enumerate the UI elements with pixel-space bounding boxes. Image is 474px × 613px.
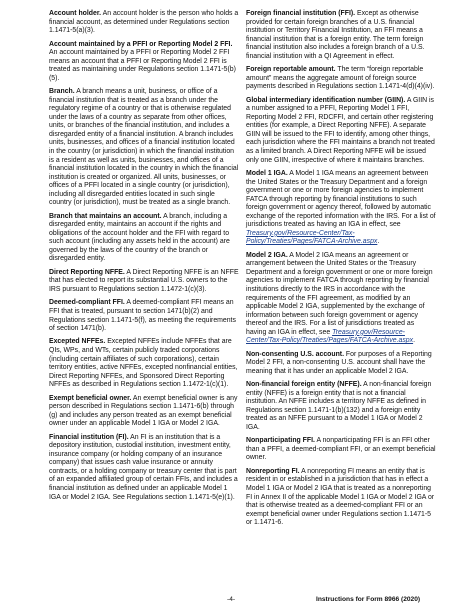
definition-nonreporting-fi [246, 468, 436, 528]
definition-nonparticipating-ffi [246, 437, 436, 463]
definition-exempt-beneficial-owner [49, 395, 239, 429]
definition-text: A nonreporting FI means an entity that is resident in or established in a jurisdiction that has in effect a Model 1 IGA or Model 2 IGA that is treated as a nonreporting FI in Annex II of the applicable Model 1 IGA or Model 2 IGA or that is otherwise treated as a deemed-compliant FFI or an exempt beneficial owner under Regulations section 1.1471-5 or 1.1471-6. [246, 467, 435, 527]
definition-text: A nonparticipating FFI is an FFI other than a PFFI, a deemed-compliant FFI, or an exempt beneficial owner. [246, 437, 436, 462]
definition-term: Foreign financial institution (FFI). [246, 10, 356, 17]
definition-text: A branch means a unit, business, or office of a financial institution that is treated as a branch under the regulatory regime of a country or that is otherwise regulated under the laws of a country as separate from other offices, units, or branches of the financial institution, and includes a disregarded entity of a financial institution. A branch includes units, businesses, and offices of a financial institution located in the country (or jurisdiction) in which the financial institution is a resident as well as units, businesses, and offices of a financial institution located in the country in which the financial institution is created or organized. All units, businesses, or offices of a PFFI located in a single country (or jurisdiction), including all disregarded entities located in such single country (or jurisdiction), must be treated as a single branch. [49, 88, 239, 207]
definition-text: An account maintained by a PFFI or Reporting Model 2 FFI means an account that a PFFI or Reporting Model 2 FFI is treated as maintaining under Regulations section 1.1471-5(b)(5). [49, 49, 236, 82]
definition-text: A non-financial foreign entity (NFFE) is a foreign entity that is not a financial institution. An NFFE includes a territory NFFE as defined in Regulations section 1.1471-1(b)(132) and a foreign entity treated as an NFFE pursuant to a Model 1 IGA or Model 2 IGA. [246, 381, 432, 431]
definition-model-1-iga [246, 170, 436, 247]
definition-term: Model 1 IGA. [246, 169, 288, 177]
definition-term: Nonparticipating FFI. [246, 437, 315, 445]
definition-account-holder [49, 10, 239, 36]
definition-global-intermediary-identification-number-giin [246, 97, 436, 165]
right-column [246, 10, 436, 533]
definition-financial-institution-fi [49, 434, 239, 502]
definition-text: A Direct Reporting NFFE is an NFFE that has elected to report its substantial U.S. owners to the IRS pursuant to Regulations section 1.1472-1(c)(3). [49, 268, 239, 293]
page-number: -4- [227, 596, 236, 603]
definition-text: For purposes of a Reporting Model 2 FFI, a non-consenting U.S. account shall have the meaning that it has under an applicable Model 2 IGA. [246, 350, 432, 375]
definition-account-maintained-by-a-pffi-or-reporting-model-2-ffi [49, 41, 239, 84]
definition-non-financial-foreign-entity-nffe [246, 381, 436, 432]
definition-foreign-financial-institution-ffi [246, 10, 436, 61]
definition-model-2-iga [246, 252, 436, 346]
definition-term: Account maintained by a PFFI or Reporting Model 2 FFI. [49, 40, 233, 48]
definition-text: Except as otherwise provided for certain foreign branches of a U.S. financial institution or Territory Financial Institution, an FFI means a financial institution that is a foreign entity. The term foreign financial institution also includes a foreign branch of a U.S. financial institution with a QI Agreement in effect. [246, 10, 425, 60]
definition-text: An FI is an institution that is a depository institution, custodial institution, investment entity, insurance company (or holding company of an insurance company) that issues cash value insurance or annuity contracts, or a holding company or treasury center that is part of an expanded affiliated group of certain FFIs, and includes a financial institution as defined under an applicable Model 1 IGA or Model 2 IGA. See Regulations section 1.1471-5(e)(1). [49, 433, 238, 501]
definition-foreign-reportable-amount [246, 66, 436, 92]
definition-term: Non-consenting U.S. account. [246, 350, 345, 358]
definition-branch [49, 88, 239, 208]
definition-text: A branch, including a disregarded entity, maintains an account if the rights and obligations of the account holder and the FFI with regard to such account (including any assets held in the account) are governed by the laws of the country of the branch or disregarded entity. [49, 212, 230, 263]
definition-text: An exempt beneficial owner is any person described in Regulations section 1.1471-6(b) through (g) and includes any person treated as an exempt beneficial owner under an applicable Model 1 IGA or Model 2 IGA. [49, 394, 238, 428]
definition-term: Excepted NFFEs. [49, 338, 106, 346]
definition-text: A deemed-compliant FFI means an FFI that is treated, pursuant to section 1471(b)(2) and Regulations section 1.1471-5(f), as meeting the requirements of section 1471(b). [49, 299, 236, 333]
definition-term: Branch. [49, 88, 75, 96]
definition-text: A GIIN is a number assigned to a PFFI, Reporting Model 1 FFI, Reporting Model 2 FFI, RDCFFI, and certain other registering entities (for example, a Direct Reporting NFFE). A separate GIIN will be issued to the FFI to identify, among other things, each jurisdiction where the FFI maintains a branch not treated as a limited branch. A Direct Reporting NFFE will be issued only one GIIN, irrespective of where it maintains branches. [246, 96, 435, 164]
definition-term: Account holder. [49, 10, 102, 17]
definition-term: Global intermediary identification number (GIIN). [246, 96, 406, 104]
definition-text: Excepted NFFEs include NFFEs that are QIs, WPs, and WTs, certain publicly traded corporations (including certain affiliates of such corporations), certain territory entities, active NFFEs, excepted nonfinancial entities, Direct Reporting NFFEs, and Sponsored Direct Reporting NFFEs as described in Regulations section 1.1472-1(c)(1). [49, 338, 238, 389]
definition-term: Branch that maintains an account. [49, 212, 162, 220]
definition-text-end: . [413, 337, 416, 345]
definition-term: Deemed-compliant FFI. [49, 299, 125, 307]
footer-form-title: Instructions for Form 8966 (2020) [316, 596, 421, 603]
definition-text: An account holder is the person who holds a financial account, as determined under Regulations section 1.1471-5(a)(3). [49, 10, 239, 35]
definition-text-end: . [377, 238, 380, 246]
definition-text: A Model 2 IGA means an agreement or arrangement between the United States or the Treasury Department and a foreign government or one or more foreign agencies to implement FATCA through reporting by financial institutions directly to the IRS in accordance with the requirements of the FFI agreement, as modified by an applicable Model 2 IGA, supplemented by the exchange of information between such foreign government or agency thereof and the IRS. For a list of jurisdictions treated as having an IGA in effect, see [246, 251, 433, 336]
definition-term: Exempt beneficial owner. [49, 394, 132, 402]
definition-text: A Model 1 IGA means an agreement between the United States or the Treasury Department and a foreign government or one or more foreign agencies to implement FATCA through reporting by financial institutions to such foreign government or agency thereof, followed by automatic exchange of the reported information with the IRS. For a list of jurisdictions treated as having an IGA in effect, see [246, 169, 436, 229]
left-column [49, 10, 239, 507]
definition-term: Financial institution (FI). [49, 433, 129, 441]
definition-non-consenting-u-s-account [246, 351, 436, 377]
treasury-fatca-archive-link[interactable]: Treasury.gov/Resource-Center/Tax-Policy/Treaties/Pages/FATCA-Archive.aspx [246, 328, 414, 345]
definition-term: Model 2 IGA. [246, 251, 288, 259]
definition-term: Foreign reportable amount. [246, 66, 336, 74]
definition-text: The term “foreign reportable amount” means the aggregate amount of foreign source payments described in Regulations section 1.1471-4(d)(4)(iv). [246, 66, 435, 91]
definition-term: Non-financial foreign entity (NFFE). [246, 381, 362, 389]
treasury-fatca-archive-link[interactable]: Treasury.gov/Resource-Center/Tax-Policy/Treaties/Pages/FATCA-Archive.aspx [246, 229, 378, 246]
definition-branch-that-maintains-an-account [49, 213, 239, 264]
definition-term: Nonreporting FI. [246, 467, 300, 475]
definition-term: Direct Reporting NFFE. [49, 268, 125, 276]
definition-excepted-nffes [49, 338, 239, 389]
definition-direct-reporting-nffe [49, 269, 239, 295]
definition-deemed-compliant-ffi [49, 299, 239, 333]
